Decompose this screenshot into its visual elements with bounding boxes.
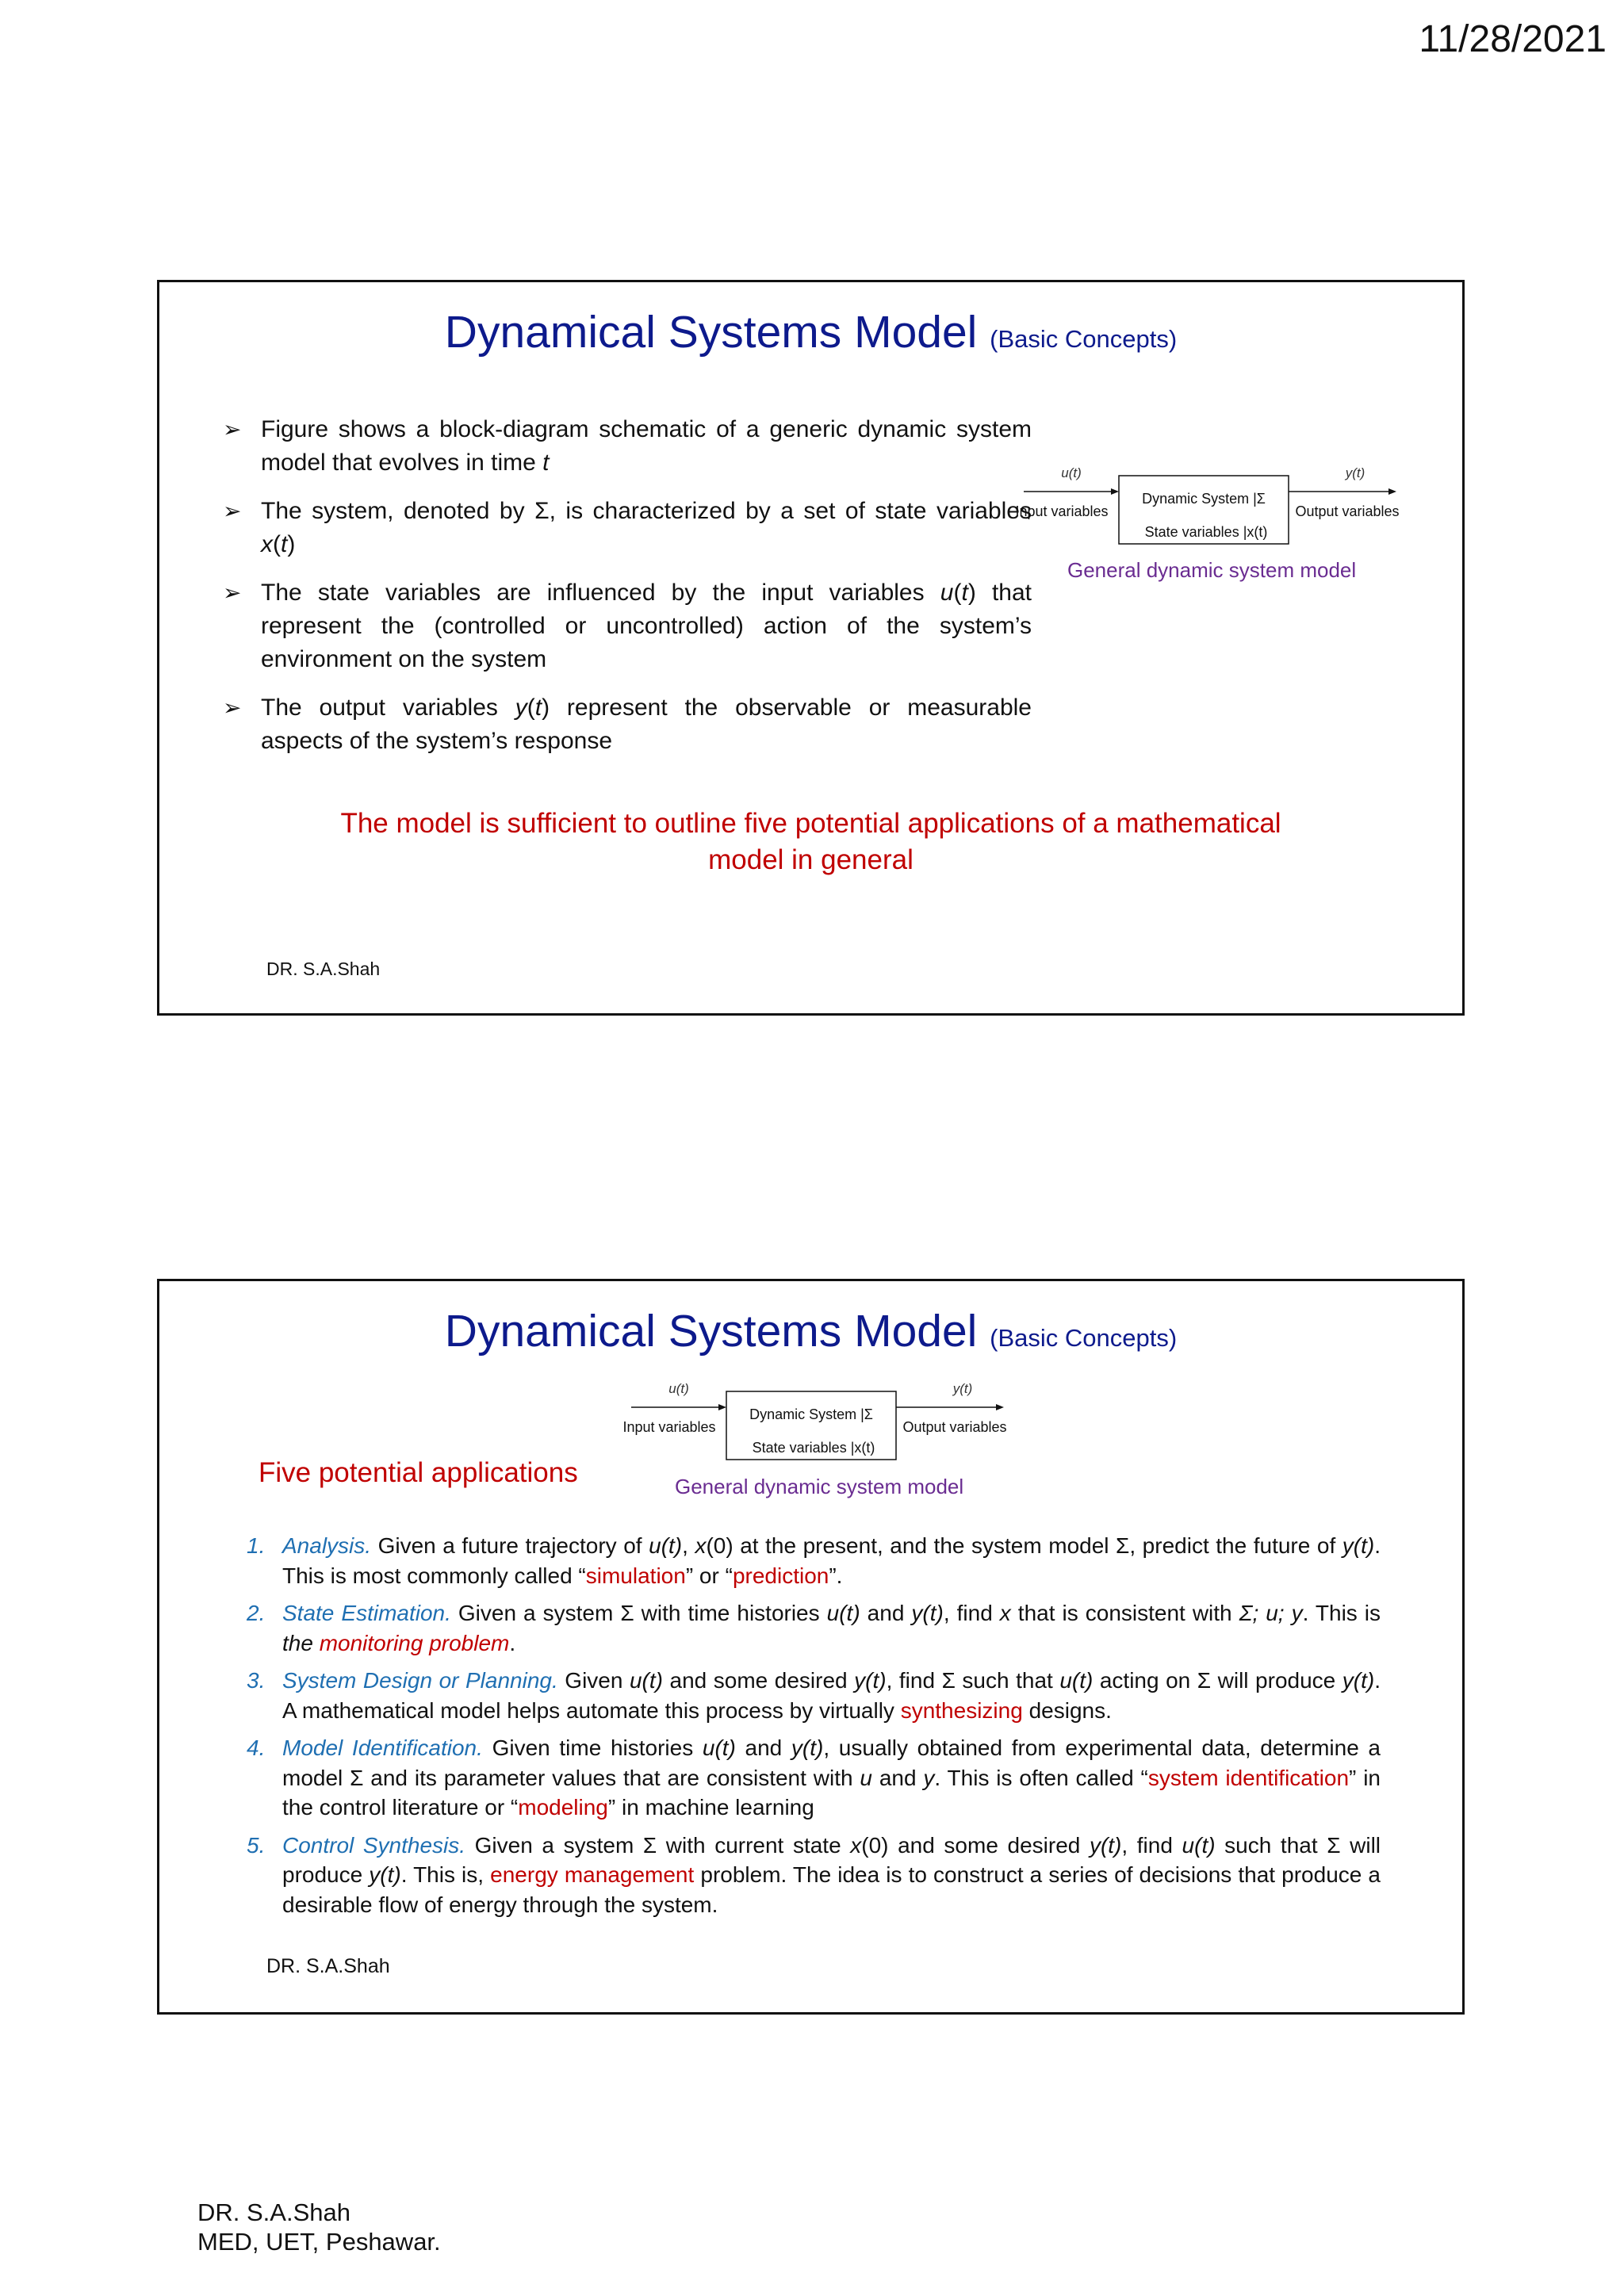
output-arrow-head-icon <box>1388 488 1396 495</box>
arrow-bullet-icon: ➢ <box>223 417 242 442</box>
highlight-statement: The model is sufficient to outline five potential applications of a mathematical model in general <box>340 808 1281 875</box>
system-block-diagram <box>615 1372 1028 1483</box>
slide-1 <box>157 280 1465 1016</box>
applications-list <box>247 1531 1381 1927</box>
application-item <box>247 1831 1381 1920</box>
slide-2 <box>157 1279 1465 2015</box>
bullet-item <box>223 691 1032 758</box>
bullet-text: ) represent the observable or measurable aspects of the system’s response <box>261 695 1032 754</box>
math: x <box>695 1533 707 1558</box>
slide-footer: DR. S.A.Shah <box>266 1955 390 1977</box>
bullet-text: The system, denoted by Σ, is characterized by a set of state variables <box>261 498 1032 524</box>
item-text: Given a future trajectory of <box>371 1533 649 1558</box>
math: x <box>850 1832 862 1858</box>
slide-title <box>159 1305 1462 1357</box>
output-symbol: y(t) <box>952 1381 973 1396</box>
application-item <box>247 1531 1381 1590</box>
input-arrow-head-icon <box>1111 488 1119 495</box>
output-label: Output variables <box>1295 503 1400 519</box>
bullet-math: t <box>281 531 288 557</box>
arrow-bullet-icon: ➢ <box>223 695 242 720</box>
highlight-term: energy management <box>490 1862 695 1887</box>
application-item <box>247 1733 1381 1823</box>
highlight-term: synthesizing <box>900 1697 1023 1723</box>
bullet-text: Figure shows a block-diagram schematic of a generic dynamic system model that evolves in time <box>261 416 1032 476</box>
math: u <box>860 1765 872 1790</box>
item-text: the <box>282 1630 320 1655</box>
box-line-1: Dynamic System |Σ <box>749 1406 873 1422</box>
output-label: Output variables <box>902 1419 1007 1435</box>
title-main: Dynamical Systems Model <box>444 1306 978 1357</box>
item-text: and <box>871 1765 924 1790</box>
item-text: , find <box>1121 1832 1182 1858</box>
bullet-item <box>223 413 1032 480</box>
page-date: 11/28/2021 <box>1419 18 1607 60</box>
item-text: Given time histories <box>482 1735 703 1760</box>
item-text: . This is <box>1302 1601 1381 1625</box>
bullet-math: t <box>534 695 542 721</box>
item-text: , usually obtained from experimental data, determine a model Σ and its parameter values that are consistent with <box>282 1735 1381 1790</box>
bullet-text: ) <box>287 531 296 557</box>
highlight-term: prediction <box>732 1563 829 1588</box>
math: y(t) <box>791 1735 824 1760</box>
item-term: State Estimation. <box>282 1601 451 1625</box>
credit-affiliation: MED, UET, Peshawar. <box>197 2228 441 2256</box>
bullet-text: ( <box>527 695 535 721</box>
math: y(t) <box>854 1668 887 1693</box>
item-number: 1. <box>247 1533 266 1558</box>
item-term: Model Identification. <box>282 1735 483 1760</box>
item-term: Control Synthesis. <box>282 1832 466 1858</box>
item-text: , find Σ such that <box>886 1668 1060 1693</box>
input-arrow-head-icon <box>718 1404 726 1410</box>
item-text: (0) and some desired <box>861 1832 1090 1858</box>
highlight-term: modeling <box>518 1795 608 1820</box>
title-main: Dynamical Systems Model <box>444 307 978 358</box>
item-text: . <box>509 1630 516 1655</box>
math: u(t) <box>1059 1668 1094 1693</box>
bullet-text: The state variables are influenced by the input variables <box>261 580 940 606</box>
item-text: acting on Σ will produce <box>1093 1668 1342 1693</box>
item-text: such that Σ will produce <box>282 1832 1381 1887</box>
bullet-list <box>223 413 1032 773</box>
bullet-math: x <box>261 531 273 557</box>
item-text: . This is often called “ <box>934 1765 1148 1790</box>
item-text: ” or “ <box>685 1563 733 1588</box>
math: y <box>923 1765 935 1790</box>
output-arrow-head-icon <box>996 1404 1004 1410</box>
item-text: that is consistent with <box>1010 1601 1239 1625</box>
item-term: Analysis. <box>282 1533 372 1558</box>
bullet-item <box>223 576 1032 676</box>
math: x <box>999 1601 1011 1625</box>
item-text: and <box>735 1735 791 1760</box>
bullet-math: y <box>515 695 527 721</box>
input-symbol: u(t) <box>1061 465 1082 480</box>
highlight-term: monitoring problem <box>319 1630 510 1655</box>
math: u(t) <box>1182 1832 1216 1858</box>
math: y(t) <box>1342 1533 1375 1558</box>
item-text: designs. <box>1022 1697 1112 1723</box>
item-text: . A mathematical model helps automate this process by virtually <box>282 1668 1381 1723</box>
input-label: Input variables <box>1015 503 1109 519</box>
item-number: 5. <box>247 1832 266 1858</box>
math: y(t) <box>1089 1832 1122 1858</box>
output-symbol: y(t) <box>1345 465 1365 480</box>
slide-footer: DR. S.A.Shah <box>266 959 381 979</box>
item-text: problem. The idea is to construct a series of decisions that produce a desirable flow of energy through the system. <box>282 1862 1381 1917</box>
title-subtitle: (Basic Concepts) <box>990 325 1178 353</box>
item-text: (0) at the present, and the system model Σ, predict the future of <box>706 1533 1342 1558</box>
math: u(t) <box>702 1735 736 1760</box>
item-text: . This is, <box>400 1862 491 1887</box>
math: Σ; u; y <box>1239 1601 1303 1625</box>
item-number: 4. <box>247 1735 266 1760</box>
bullet-text: ( <box>273 531 281 557</box>
highlight-term: simulation <box>585 1563 686 1588</box>
item-text: ”. <box>829 1563 843 1588</box>
item-text: ” in the control literature or “ <box>282 1765 1381 1820</box>
bullet-text: ( <box>953 580 962 606</box>
math: u(t) <box>649 1533 683 1558</box>
arrow-bullet-icon: ➢ <box>223 580 242 605</box>
item-text: ” in machine learning <box>607 1795 814 1820</box>
section-heading: Five potential applications <box>259 1457 578 1488</box>
math: y(t) <box>911 1601 944 1625</box>
credit-name: DR. S.A.Shah <box>197 2198 350 2226</box>
item-text: , find <box>943 1601 1000 1625</box>
item-number: 2. <box>247 1601 266 1625</box>
math: u(t) <box>826 1601 860 1625</box>
item-number: 3. <box>247 1668 266 1693</box>
box-line-2: State variables |x(t) <box>1144 524 1268 540</box>
bullet-text: The output variables <box>261 695 515 721</box>
item-text: Given <box>557 1668 630 1693</box>
title-subtitle: (Basic Concepts) <box>990 1324 1178 1352</box>
item-text: . This is most commonly called “ <box>282 1533 1381 1588</box>
bullet-math: u <box>940 580 954 606</box>
math: y(t) <box>1342 1668 1375 1693</box>
input-label: Input variables <box>622 1419 716 1435</box>
slide-title <box>159 306 1462 358</box>
item-text: and <box>860 1601 912 1625</box>
diagram-caption: General dynamic system model <box>1067 558 1357 582</box>
application-item <box>247 1598 1381 1658</box>
item-text: , <box>682 1533 695 1558</box>
bullet-text: ) that represent the (controlled or uncontrolled) action of the system’s environment on the system <box>261 580 1032 672</box>
math: y(t) <box>369 1862 401 1887</box>
highlight-term: system identification <box>1147 1765 1350 1790</box>
input-symbol: u(t) <box>668 1381 689 1396</box>
item-text: and some desired <box>662 1668 855 1693</box>
math: u(t) <box>629 1668 663 1693</box>
arrow-bullet-icon: ➢ <box>223 499 242 523</box>
bullet-item <box>223 495 1032 561</box>
application-item <box>247 1666 1381 1725</box>
box-line-2: State variables |x(t) <box>752 1440 875 1456</box>
item-text: Given a system Σ with time histories <box>450 1601 827 1625</box>
bullet-math: t <box>542 450 550 476</box>
bullet-math: t <box>961 580 968 606</box>
item-text: Given a system Σ with current state <box>465 1832 851 1858</box>
author-credit <box>197 2198 441 2256</box>
box-line-1: Dynamic System |Σ <box>1142 491 1266 507</box>
system-block-diagram <box>1008 457 1420 568</box>
diagram-caption: General dynamic system model <box>675 1475 964 1498</box>
item-term: System Design or Planning. <box>282 1668 558 1693</box>
